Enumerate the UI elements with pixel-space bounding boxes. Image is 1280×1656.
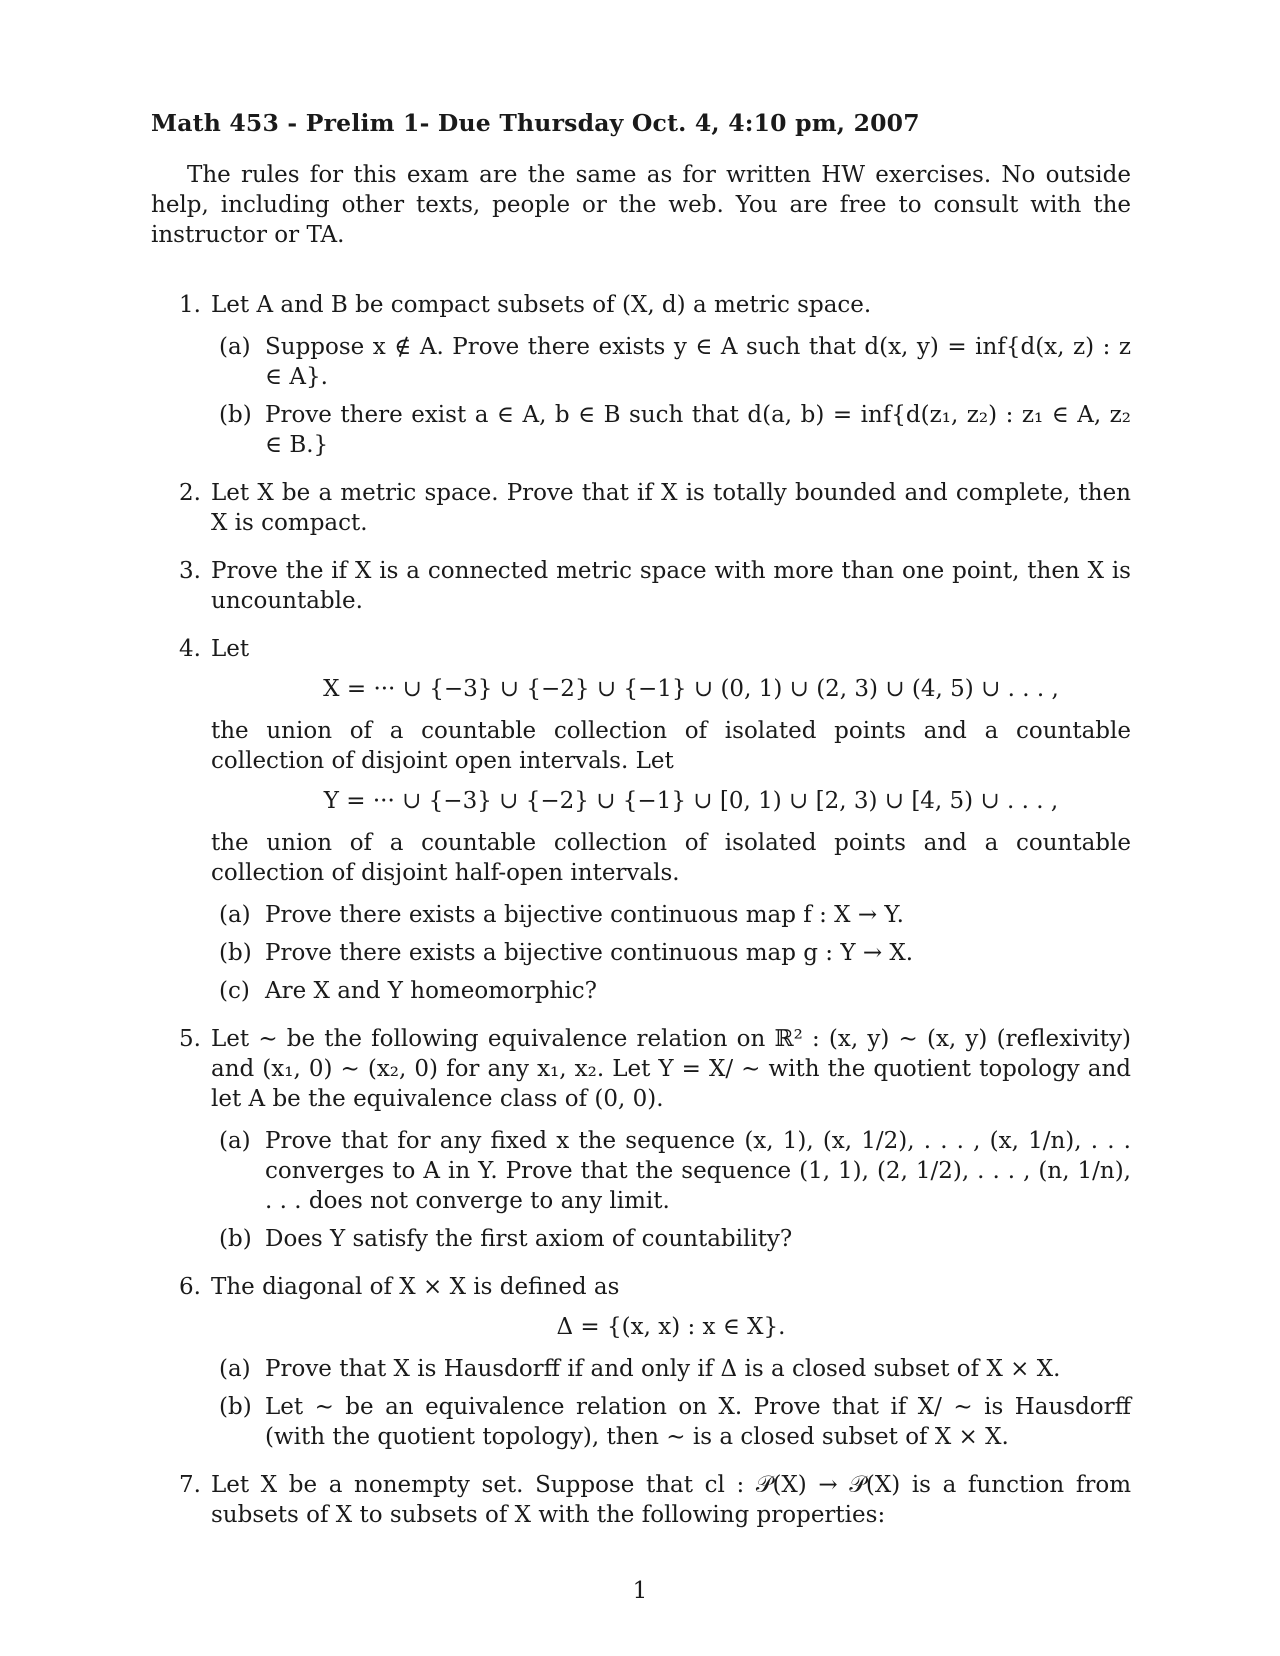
part-text: Prove there exists a bijective continuous map f : X → Y.: [265, 902, 904, 928]
part-label: (a): [219, 1128, 251, 1154]
part-text: Prove that X is Hausdorff if and only if Δ is a closed subset of X × X.: [265, 1356, 1061, 1382]
problem-parts: [211, 1354, 1131, 1452]
document-page: [151, 108, 1131, 1548]
display-equation-y: Y = ··· ∪ {−3} ∪ {−2} ∪ {−1} ∪ [0, 1) ∪ [2, 3) ∪ [4, 5) ∪ . . . ,: [323, 788, 1059, 814]
problem-text: Let X be a nonempty set. Suppose that cl : 𝒫(X) → 𝒫(X) is a function from subsets of X to subsets of X with the following properties:: [211, 1472, 1131, 1528]
problem-1: [151, 290, 1131, 460]
part-label: (a): [219, 1356, 251, 1382]
part-label: (a): [219, 902, 251, 928]
problem-7: [151, 1470, 1131, 1530]
problem-text: Let X be a metric space. Prove that if X is totally bounded and complete, then X is compact.: [211, 480, 1131, 536]
problem-number: 2.: [179, 480, 201, 506]
problem-parts: [211, 1126, 1131, 1254]
part-label: (b): [219, 940, 252, 966]
part-label: (a): [219, 334, 251, 360]
problem-number: 3.: [179, 558, 201, 584]
problem-text: The diagonal of X × X is defined as: [211, 1274, 620, 1300]
problem-number: 4.: [179, 636, 201, 662]
display-equation-diagonal: Δ = {(x, x) : x ∈ X}.: [556, 1314, 786, 1340]
part-text: Does Y satisfy the first axiom of countability?: [265, 1226, 793, 1252]
part-text: Are X and Y homeomorphic?: [265, 978, 597, 1004]
problem-6: [151, 1272, 1131, 1452]
problem-part: [211, 332, 1131, 392]
problem-list: [151, 290, 1131, 1530]
problem-part: [211, 976, 1131, 1006]
problem-text-continued: the union of a countable collection of isolated points and a countable collection of disjoint half-open intervals.: [211, 830, 1131, 886]
exam-instructions: The rules for this exam are the same as for written HW exercises. No outside help, including other texts, people or the web. You are free to consult with the instructor or TA.: [151, 162, 1131, 248]
problem-4: [151, 634, 1131, 1006]
problem-number: 5.: [179, 1026, 201, 1052]
part-text: Let ∼ be an equivalence relation on X. Prove that if X/ ∼ is Hausdorff (with the quotient topology), then ∼ is a closed subset of X × X.: [265, 1394, 1131, 1450]
problem-part: [211, 938, 1131, 968]
part-text: Suppose x ∉ A. Prove there exists y ∈ A such that d(x, y) = inf{d(x, z) : z ∈ A}.: [265, 334, 1131, 390]
problem-text: Let: [211, 636, 250, 662]
problem-text: Let ∼ be the following equivalence relation on ℝ² : (x, y) ∼ (x, y) (reflexivity) and (x₁, 0) ∼ (x₂, 0) for any x₁, x₂. Let Y = X/ ∼ with the quotient topology and let A be the equivalence class of (0, 0).: [211, 1026, 1131, 1112]
part-text: Prove there exist a ∈ A, b ∈ B such that d(a, b) = inf{d(z₁, z₂) : z₁ ∈ A, z₂ ∈ B.}: [265, 402, 1131, 458]
problem-part: [211, 1224, 1131, 1254]
problem-text-continued: the union of a countable collection of isolated points and a countable collection of disjoint open intervals. Let: [211, 718, 1131, 774]
problem-part: [211, 400, 1131, 460]
problem-number: 7.: [179, 1472, 201, 1498]
problem-text: Prove the if X is a connected metric space with more than one point, then X is uncountable.: [211, 558, 1131, 614]
problem-part: [211, 1392, 1131, 1452]
problem-text: Let A and B be compact subsets of (X, d) a metric space.: [211, 292, 872, 318]
problem-parts: [211, 332, 1131, 460]
problem-2: [151, 478, 1131, 538]
part-text: Prove there exists a bijective continuous map g : Y → X.: [265, 940, 914, 966]
part-text: Prove that for any fixed x the sequence (x, 1), (x, 1/2), . . . , (x, 1/n), . . . converges to A in Y. Prove that the sequence (1, 1), (2, 1/2), . . . , (n, 1/n), . . . does not converge to any limit.: [265, 1128, 1131, 1214]
part-label: (c): [219, 978, 250, 1004]
problem-parts: [211, 900, 1131, 1006]
exam-title: Math 453 - Prelim 1- Due Thursday Oct. 4, 4:10 pm, 2007: [151, 109, 920, 137]
part-label: (b): [219, 1394, 252, 1420]
page-number: 1: [632, 1578, 648, 1604]
problem-number: 6.: [179, 1274, 201, 1300]
problem-3: [151, 556, 1131, 616]
display-equation-x: X = ··· ∪ {−3} ∪ {−2} ∪ {−1} ∪ (0, 1) ∪ (2, 3) ∪ (4, 5) ∪ . . . ,: [323, 676, 1059, 702]
problem-part: [211, 1354, 1131, 1384]
part-label: (b): [219, 1226, 252, 1252]
problem-part: [211, 1126, 1131, 1216]
problem-number: 1.: [179, 292, 201, 318]
problem-5: [151, 1024, 1131, 1254]
part-label: (b): [219, 402, 252, 428]
problem-part: [211, 900, 1131, 930]
